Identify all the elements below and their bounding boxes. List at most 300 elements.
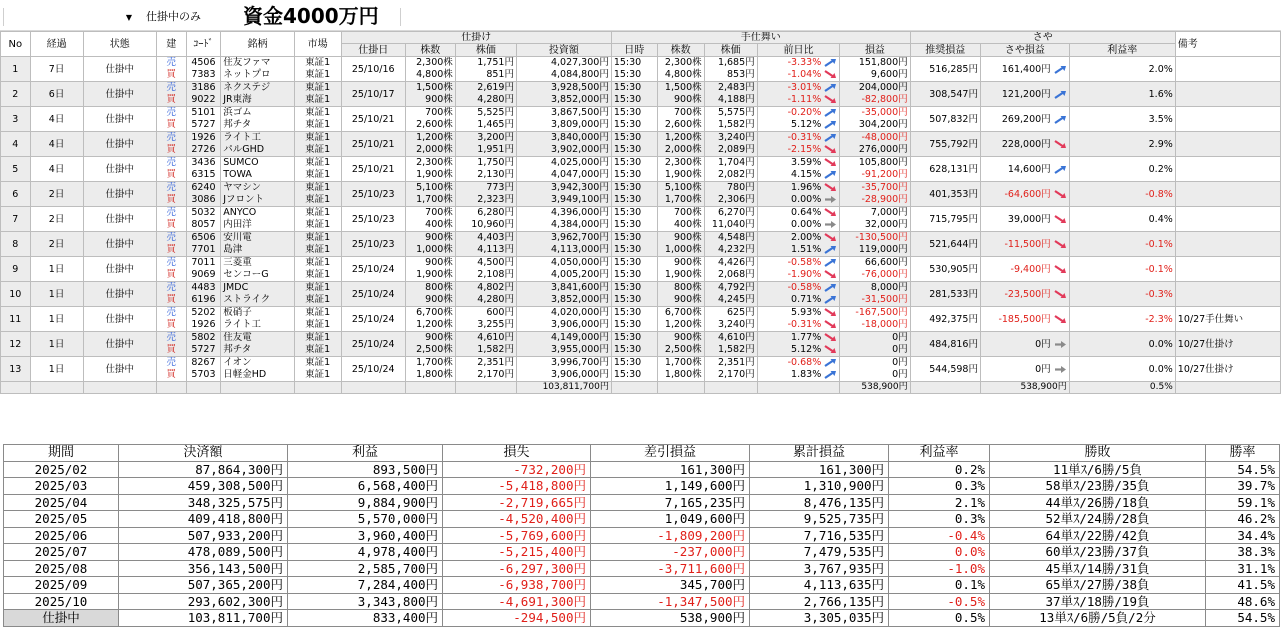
summary-row[interactable] [4,593,1280,610]
change-value: 0.71% [791,294,822,305]
exit-time-cell [611,82,657,107]
rec-pnl-cell: 755,792円 [910,132,980,157]
col-header-entry-date[interactable]: 仕掛日 [341,44,405,57]
market-cell-leg: 東証1 [305,219,331,230]
group-header-exit: 手仕舞い [611,32,910,44]
col-header-elapsed[interactable]: 経過 [30,32,83,57]
exit-shares-cell-leg: 900株 [673,257,702,268]
entry-amount-cell [516,257,611,282]
summary-cell: -4,691,300円 [443,593,591,610]
summary-cell: 52単ｽ/24勝/28負 [990,511,1206,528]
total-spread: 538,900円 [980,382,1069,394]
entry-shares-cell-leg: 1,800株 [416,369,453,380]
summary-cell: 45単ｽ/14勝/31負 [990,560,1206,577]
change-value: 1.96% [791,182,822,193]
market-cell [294,357,341,382]
col-header-entry-shares[interactable]: 株数 [405,44,455,57]
spread-value: -64,600円 [1004,188,1051,200]
entry-amount-cell-leg: 3,906,000円 [550,319,609,330]
exit-time-cell-leg: 15:30 [613,244,642,255]
entry-amount-cell-leg: 4,047,000円 [550,169,609,180]
entry-price-cell [455,107,516,132]
totals-blank-cell [405,382,455,394]
summary-cell: 0.1% [889,577,990,594]
summary-cell: 507,365,200円 [119,577,288,594]
entry-date-cell: 25/10/21 [341,157,405,182]
market-cell-leg: 東証1 [305,282,331,293]
status-cell: 仕掛中 [83,232,156,257]
summary-row[interactable] [4,494,1280,511]
entry-price-cell-leg: 1,751円 [477,57,514,68]
arrow-down-right-icon [1054,140,1067,149]
exit-price-cell [704,232,757,257]
summary-col-header[interactable]: 差引損益 [591,445,750,462]
entry-amount-cell [516,332,611,357]
position-row[interactable] [1,132,1281,157]
side-cell-leg: 売 [166,157,177,168]
entry-date-cell: 25/10/24 [341,357,405,382]
name-cell-leg: ライト工 [223,132,261,143]
entry-shares-cell-leg: 800株 [425,282,453,293]
exit-time-cell [611,207,657,232]
pnl-cell-leg: 0円 [892,357,908,368]
pnl-cell [840,307,910,332]
position-row[interactable] [1,332,1281,357]
note-cell: 10/27仕掛け [1175,357,1280,382]
summary-cell: -5,215,400円 [443,544,591,561]
exit-time-cell-leg: 15:30 [613,169,642,180]
summary-cell: -0.5% [889,593,990,610]
pnl-cell [840,107,910,132]
entry-amount-cell [516,82,611,107]
market-cell [294,132,341,157]
market-cell-leg: 東証1 [305,69,331,80]
row-no: 12 [1,332,31,357]
side-cell [157,307,187,332]
entry-amount-cell [516,57,611,82]
summary-cell: 2025/02 [4,461,119,478]
col-header-exit-change[interactable]: 前日比 [757,44,840,57]
row-no: 2 [1,82,31,107]
pnl-cell-leg: -31,500円 [861,294,908,305]
name-cell-leg: 日軽金HD [223,369,267,380]
market-cell [294,107,341,132]
pnl-cell-leg: 7,000円 [870,207,908,218]
summary-col-header[interactable]: 決済額 [119,445,288,462]
side-cell [157,82,187,107]
position-row[interactable] [1,157,1281,182]
summary-cell: 87,864,300円 [119,461,288,478]
toolbar [0,0,1281,31]
name-cell-leg: 邦チタ [223,119,252,130]
summary-cell: 0.2% [889,461,990,478]
entry-shares-cell [405,307,455,332]
exit-time-cell-leg: 15:30 [613,157,642,168]
name-cell-leg: 島津 [223,244,243,255]
entry-shares-cell-leg: 2,300株 [416,57,453,68]
position-row[interactable] [1,107,1281,132]
total-amount: 103,811,700円 [516,382,611,394]
market-cell-leg: 東証1 [305,119,331,130]
market-cell [294,282,341,307]
name-cell-leg: ライト工 [223,319,261,330]
totals-blank-cell [910,382,980,394]
col-header-rec-pnl[interactable]: 推奨損益 [910,44,980,57]
position-row[interactable] [1,257,1281,282]
col-header-profit-rate[interactable]: 利益率 [1069,44,1175,57]
market-cell-leg: 東証1 [305,94,331,105]
exit-shares-cell-leg: 400株 [673,219,702,230]
spread-value: 39,000円 [1007,213,1051,225]
change-value: 5.93% [791,307,822,318]
rec-pnl-cell: 401,353円 [910,182,980,207]
market-cell-leg: 東証1 [305,294,331,305]
exit-change-leg [760,107,838,119]
code-cell-leg: 7701 [191,244,216,255]
change-value: -0.31% [787,132,822,143]
entry-shares-cell-leg: 900株 [425,294,453,305]
market-cell [294,182,341,207]
summary-cell: 9,525,735円 [750,511,889,528]
summary-row[interactable] [4,610,1280,627]
exit-price-cell-leg: 625円 [727,307,755,318]
code-cell [186,307,221,332]
entry-amount-cell [516,157,611,182]
entry-amount-cell-leg: 3,841,600円 [550,282,609,293]
entry-shares-cell [405,57,455,82]
change-value: 5.12% [791,344,822,355]
pnl-cell-leg: -28,900円 [861,194,908,205]
position-row[interactable] [1,57,1281,82]
exit-price-cell [704,107,757,132]
summary-col-header[interactable]: 利益 [288,445,443,462]
col-header-market[interactable]: 市場 [294,32,341,57]
summary-col-header[interactable]: 利益率 [889,445,990,462]
exit-time-cell-leg: 15:30 [613,369,642,380]
exit-price-cell [704,332,757,357]
market-cell-leg: 東証1 [305,369,331,380]
entry-shares-cell-leg: 6,700株 [416,307,453,318]
entry-price-cell-leg: 10,960円 [471,219,514,230]
col-header-status[interactable]: 状態 [83,32,156,57]
summary-cell: 0.5% [889,610,990,627]
change-value: -0.58% [787,282,822,293]
change-value: 0.00% [791,219,822,230]
entry-shares-cell-leg: 1,200株 [416,132,453,143]
change-value: 1.77% [791,332,822,343]
name-cell-leg: JR東海 [223,94,252,105]
exit-change-cell [757,332,840,357]
exit-time-cell-leg: 15:30 [613,344,642,355]
pnl-cell-leg: 32,000円 [864,219,908,230]
totals-blank-cell [611,382,657,394]
spread-value: 269,200円 [1001,113,1051,125]
name-cell-leg: 住友電 [223,332,252,343]
market-cell [294,57,341,82]
pnl-cell [840,182,910,207]
row-no: 6 [1,182,31,207]
row-no: 11 [1,307,31,332]
exit-time-cell-leg: 15:30 [613,94,642,105]
summary-cell: 31.1% [1206,560,1280,577]
entry-shares-cell-leg: 1,700株 [416,357,453,368]
code-cell-leg: 5727 [191,344,216,355]
pnl-cell [840,232,910,257]
pnl-cell [840,282,910,307]
summary-col-header[interactable]: 損失 [443,445,591,462]
entry-shares-cell [405,157,455,182]
totals-blank-cell [1175,382,1280,394]
spread-value: -9,400円 [1010,263,1051,275]
summary-cell: -5,418,800円 [443,478,591,495]
spread-value: 0円 [1035,338,1051,350]
entry-amount-cell-leg: 3,949,100円 [550,194,609,205]
entry-shares-cell-leg: 2,300株 [416,157,453,168]
side-cell [157,182,187,207]
col-header-entry-amount[interactable]: 投資額 [516,44,611,57]
summary-cell: 161,300円 [750,461,889,478]
change-value: 1.83% [791,369,822,380]
position-row[interactable] [1,207,1281,232]
exit-time-cell-leg: 15:30 [613,232,642,243]
note-cell [1175,232,1280,257]
summary-cell: 2025/04 [4,494,119,511]
spread-pnl-cell [980,332,1069,357]
side-cell [157,232,187,257]
name-cell-leg: JMDC [223,282,249,293]
col-header-exit-time[interactable]: 日時 [611,44,657,57]
arrow-down-right-icon [1054,240,1067,249]
exit-change-cell [757,207,840,232]
col-header-pnl[interactable]: 損益 [840,44,910,57]
col-header-code[interactable]: ｺｰﾄﾞ [186,32,221,57]
exit-price-cell-leg: 1,704円 [717,157,755,168]
position-row[interactable] [1,357,1281,382]
position-row[interactable] [1,282,1281,307]
summary-cell: 1,149,600円 [591,478,750,495]
entry-shares-cell [405,332,455,357]
name-cell-leg: ネクステジ [223,82,271,93]
summary-cell: 2025/05 [4,511,119,528]
exit-time-cell-leg: 15:30 [613,332,642,343]
exit-change-leg [760,369,838,381]
pnl-cell [840,82,910,107]
exit-shares-cell-leg: 900株 [673,294,702,305]
exit-change-cell [757,57,840,82]
name-cell [221,257,294,282]
arrow-up-right-icon [824,170,837,179]
entry-shares-cell [405,232,455,257]
summary-col-header[interactable]: 勝率 [1206,445,1280,462]
elapsed-cell: 1日 [30,332,83,357]
exit-price-cell-leg: 4,426円 [717,257,755,268]
entry-date-cell: 25/10/24 [341,282,405,307]
entry-amount-cell-leg: 4,005,200円 [550,269,609,280]
summary-col-header[interactable]: 期間 [4,445,119,462]
exit-shares-cell-leg: 900株 [673,232,702,243]
summary-row[interactable] [4,544,1280,561]
entry-date-cell: 25/10/16 [341,57,405,82]
code-cell [186,57,221,82]
entry-shares-cell-leg: 700株 [425,107,453,118]
summary-row[interactable] [4,511,1280,528]
entry-price-cell-leg: 2,351円 [477,357,514,368]
market-cell [294,232,341,257]
summary-cell: 2025/10 [4,593,119,610]
arrow-down-right-icon [824,145,837,154]
side-cell [157,57,187,82]
row-no: 13 [1,357,31,382]
col-header-name[interactable]: 銘柄 [221,32,294,57]
summary-cell: 59.1% [1206,494,1280,511]
entry-price-cell [455,257,516,282]
exit-change-leg [760,207,838,219]
side-cell-leg: 売 [166,132,177,143]
entry-shares-cell [405,107,455,132]
col-header-no[interactable]: No [1,32,31,57]
summary-row[interactable] [4,461,1280,478]
change-value: -3.33% [787,57,822,68]
exit-time-cell [611,257,657,282]
side-cell-leg: 買 [166,369,177,380]
exit-price-cell-leg: 1,685円 [717,57,755,68]
arrow-up-right-icon [824,258,837,267]
summary-cell: -2,719,665円 [443,494,591,511]
status-cell: 仕掛中 [83,57,156,82]
name-cell-leg: ネットプロ [223,69,271,80]
totals-blank-cell [186,382,221,394]
exit-time-cell-leg: 15:30 [613,119,642,130]
pnl-cell-leg: 0円 [892,369,908,380]
name-cell-leg: 三菱重 [223,257,252,268]
arrow-down-right-icon [824,308,837,317]
entry-date-cell: 25/10/24 [341,307,405,332]
summary-col-header[interactable]: 累計損益 [750,445,889,462]
profit-rate-cell: 0.4% [1069,207,1175,232]
side-cell-leg: 買 [166,94,177,105]
name-cell [221,207,294,232]
arrow-right-icon [1054,340,1067,349]
exit-shares-cell-leg: 2,500株 [664,344,702,355]
summary-cell: 3,960,400円 [288,527,443,544]
profit-rate-cell: 1.6% [1069,82,1175,107]
pnl-cell-leg: -76,000円 [861,269,908,280]
elapsed-cell: 2日 [30,232,83,257]
code-cell-leg: 8267 [191,357,216,368]
entry-amount-cell-leg: 3,942,300円 [550,182,609,193]
entry-amount-cell [516,132,611,157]
exit-shares-cell-leg: 2,300株 [664,157,702,168]
code-cell-leg: 7383 [191,69,216,80]
summary-row[interactable] [4,527,1280,544]
summary-cell: -1,347,500円 [591,593,750,610]
code-cell-leg: 8057 [191,219,216,230]
code-cell [186,207,221,232]
arrow-down-right-icon [1054,290,1067,299]
filter-dropdown[interactable] [122,9,237,25]
summary-row[interactable] [4,577,1280,594]
pnl-cell-leg: -130,500円 [855,232,908,243]
position-row[interactable] [1,182,1281,207]
entry-price-cell-leg: 4,280円 [477,294,514,305]
summary-cell: 4,113,635円 [750,577,889,594]
summary-cell: 1,310,900円 [750,478,889,495]
summary-row[interactable] [4,478,1280,495]
summary-col-header[interactable]: 勝敗 [990,445,1206,462]
position-row[interactable] [1,232,1281,257]
rec-pnl-cell: 516,285円 [910,57,980,82]
exit-shares-cell-leg: 700株 [673,107,702,118]
col-header-side[interactable]: 建 [157,32,187,57]
entry-price-cell-leg: 2,108円 [477,269,514,280]
position-row[interactable] [1,82,1281,107]
exit-price-cell [704,82,757,107]
exit-change-cell [757,132,840,157]
exit-time-cell-leg: 15:30 [613,194,642,205]
col-header-spread-pnl[interactable]: さや損益 [980,44,1069,57]
side-cell-leg: 売 [166,107,177,118]
exit-shares-cell-leg: 900株 [673,332,702,343]
name-cell-leg: 安川電 [223,232,252,243]
summary-cell: 38.3% [1206,544,1280,561]
code-cell [186,282,221,307]
arrow-up-right-icon [824,83,837,92]
col-header-entry-price[interactable]: 株価 [455,44,516,57]
exit-change-cell [757,232,840,257]
summary-row[interactable] [4,560,1280,577]
col-header-note[interactable]: 備考 [1175,32,1280,57]
exit-time-cell [611,282,657,307]
spread-value: -185,500円 [998,313,1051,325]
exit-time-cell-leg: 15:30 [613,319,642,330]
side-cell-leg: 買 [166,294,177,305]
profit-rate-cell: 0.0% [1069,332,1175,357]
name-cell-leg: パルGHD [223,144,265,155]
col-header-exit-price[interactable]: 株価 [704,44,757,57]
entry-amount-cell [516,232,611,257]
market-cell-leg: 東証1 [305,182,331,193]
exit-change-leg [760,232,838,244]
exit-time-cell-leg: 15:30 [613,269,642,280]
exit-shares-cell-leg: 1,900株 [664,169,702,180]
col-header-exit-shares[interactable]: 株数 [657,44,704,57]
exit-price-cell-leg: 1,582円 [717,344,755,355]
arrow-down-right-icon [824,95,837,104]
summary-cell: -237,000円 [591,544,750,561]
spread-pnl-cell [980,107,1069,132]
total-pnl: 538,900円 [840,382,910,394]
position-row[interactable] [1,307,1281,332]
side-cell-leg: 売 [166,57,177,68]
summary-cell: 6,568,400円 [288,478,443,495]
market-cell [294,307,341,332]
change-value: 2.00% [791,232,822,243]
summary-cell: 459,308,500円 [119,478,288,495]
summary-cell: 39.7% [1206,478,1280,495]
exit-time-cell-leg: 15:30 [613,307,642,318]
entry-shares-cell-leg: 2,600株 [416,119,453,130]
arrow-right-icon [1054,365,1067,374]
elapsed-cell: 4日 [30,107,83,132]
row-no: 10 [1,282,31,307]
exit-shares-cell [657,82,704,107]
entry-price-cell-leg: 4,500円 [477,257,514,268]
elapsed-cell: 1日 [30,357,83,382]
entry-shares-cell-leg: 2,000株 [416,144,453,155]
pnl-cell [840,257,910,282]
name-cell [221,282,294,307]
entry-price-cell-leg: 3,255円 [477,319,514,330]
